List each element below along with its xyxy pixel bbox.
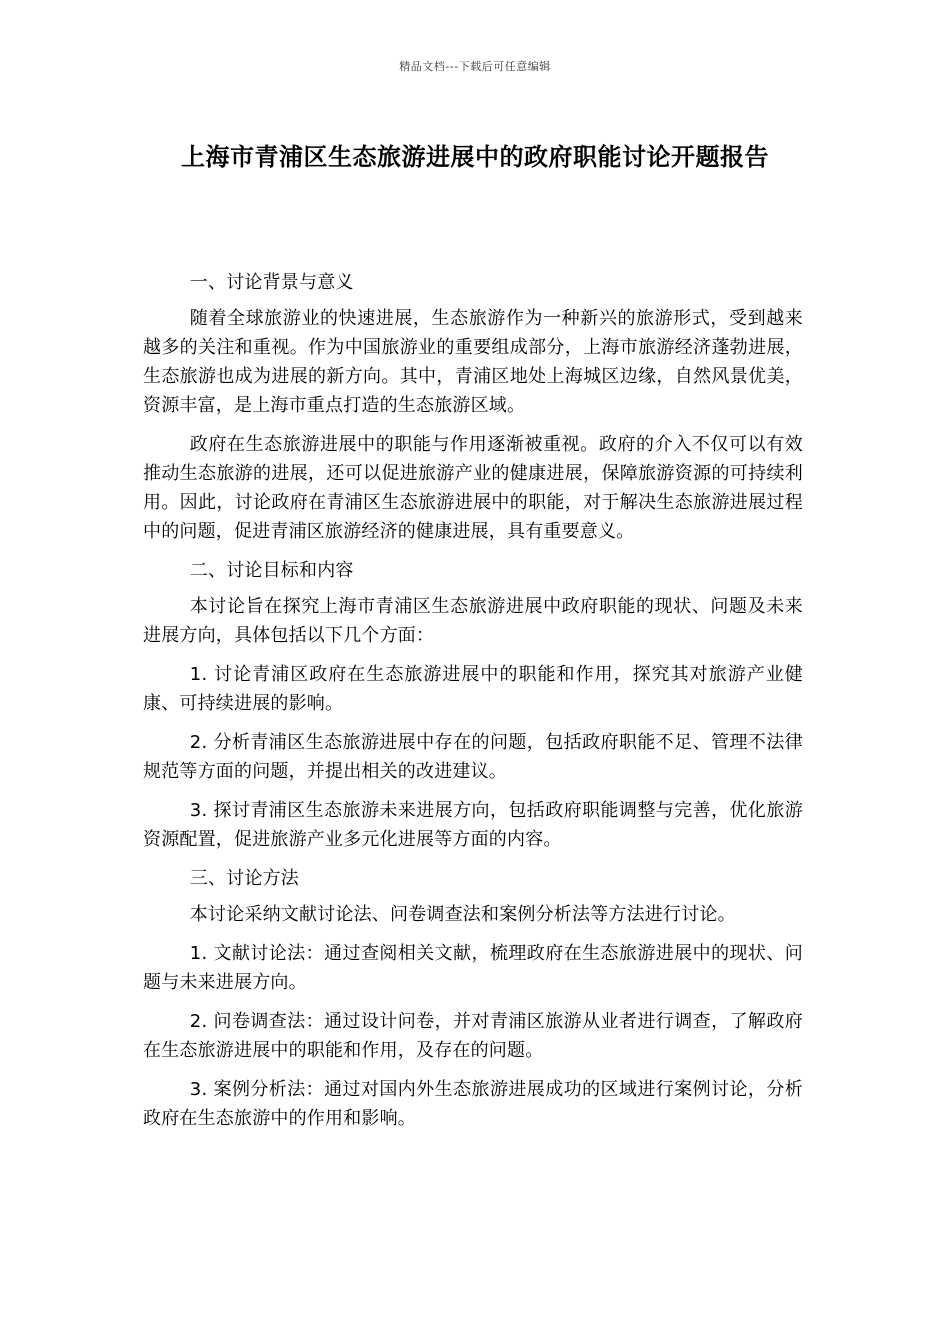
section-heading: 三、讨论方法 (189, 868, 299, 889)
list-item: 1. 文献讨论法：通过查阅相关文献，梳理政府在生态旅游进展中的现状、问题与未来进展方向。 (143, 943, 803, 993)
section-heading: 二、讨论目标和内容 (189, 560, 354, 581)
paragraph: 政府在生态旅游进展中的职能与作用逐渐被重视。政府的介入不仅可以有效推动生态旅游的进展，还可以促进旅游产业的健康进展，保障旅游资源的可持续利用。因此，讨论政府在青浦区生态旅游进展中的职能，对于解决生态旅游进展过程中的问题，促进青浦区旅游经济的健康进展，具有重要意义。 (143, 434, 803, 542)
section-heading: 一、讨论背景与意义 (189, 272, 354, 293)
list-item: 3. 探讨青浦区生态旅游未来进展方向，包括政府职能调整与完善，优化旅游资源配置，促进旅游产业多元化进展等方面的内容。 (143, 800, 803, 850)
paragraph: 本讨论旨在探究上海市青浦区生态旅游进展中政府职能的现状、问题及未来进展方向，具体包括以下几个方面： (143, 596, 803, 646)
page-title: 上海市青浦区生态旅游进展中的政府职能讨论开题报告 (181, 143, 769, 171)
document-body (143, 268, 803, 1143)
paragraph: 本讨论采纳文献讨论法、问卷调查法和案例分析法等方法进行讨论。 (189, 904, 736, 925)
list-item: 2. 分析青浦区生态旅游进展中存在的问题，包括政府职能不足、管理不法律规范等方面的问题，并提出相关的改进建议。 (143, 732, 803, 782)
list-item: 2. 问卷调查法：通过设计问卷，并对青浦区旅游从业者进行调查，了解政府在生态旅游进展中的职能和作用，及存在的问题。 (143, 1011, 803, 1061)
paragraph: 随着全球旅游业的快速进展，生态旅游作为一种新兴的旅游形式，受到越来越多的关注和重视。作为中国旅游业的重要组成部分，上海市旅游经济蓬勃进展，生态旅游也成为进展的新方向。其中，青浦区地处上海城区边缘，自然风景优美，资源丰富，是上海市重点打造的生态旅游区域。 (143, 308, 803, 416)
list-item: 1. 讨论青浦区政府在生态旅游进展中的职能和作用，探究其对旅游产业健康、可持续进展的影响。 (143, 664, 803, 714)
header-note: 精品文档---下载后可任意编辑 (399, 60, 551, 73)
list-item: 3. 案例分析法：通过对国内外生态旅游进展成功的区域进行案例讨论，分析政府在生态旅游中的作用和影响。 (143, 1079, 803, 1129)
